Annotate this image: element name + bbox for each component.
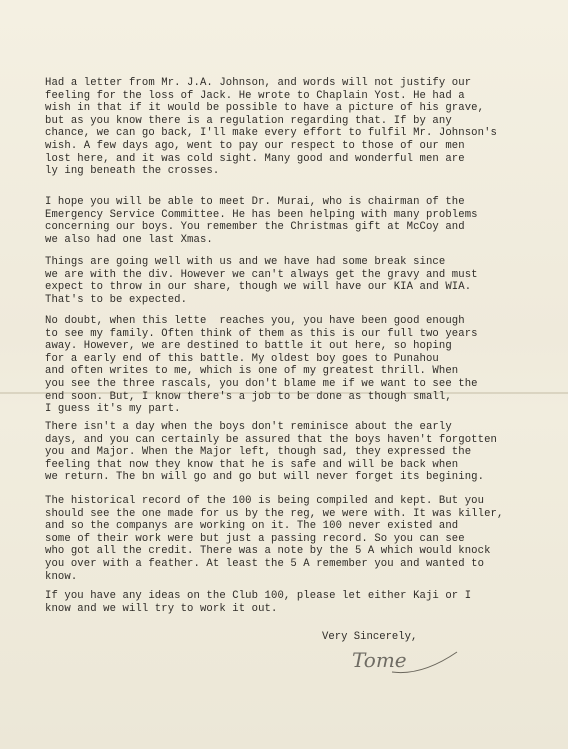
text-line: feeling that now they know that he is safe and will be back when: [45, 458, 459, 471]
text-line: concerning our boys. You remember the Christmas gift at McCoy and: [45, 221, 465, 234]
text-line: you over with a feather. At least the 5 A remember you and wanted to: [45, 557, 485, 570]
text-line: we return. The bn will go and go but will never forget its begining.: [45, 471, 485, 484]
text-line: No doubt, when this lette reaches you, you have been good enough: [45, 315, 465, 327]
paragraph-reminisce: [45, 421, 555, 484]
signature: [352, 646, 462, 680]
text-line: I guess it's my part.: [45, 403, 181, 416]
text-line: for a early end of this battle. My oldest boy goes to Punahou: [45, 352, 439, 365]
text-line: ly ing beneath the crosses.: [45, 165, 220, 178]
text-line: to see my family. Often think of them as this is our full two years: [45, 327, 478, 340]
text-line: days, and you can certainly be assured that the boys haven't forgotten: [45, 433, 498, 446]
closing-text: Very Sincerely,: [322, 631, 418, 643]
text-line: If you have any ideas on the Club 100, please let either Kaji or I: [45, 590, 472, 602]
text-line: end soon. But, I know there's a job to be done as though small,: [45, 390, 452, 403]
text-line: we are with the div. However we can't always get the gravy and must: [45, 268, 478, 281]
text-line: lost here, and it was cold sight. Many good and wonderful men are: [45, 152, 465, 165]
text-line: wish. A few days ago, went to pay our respect to those of our men: [45, 139, 465, 152]
text-line: I hope you will be able to meet Dr. Murai, who is chairman of the: [45, 196, 465, 208]
text-line: away. However, we are destined to battle it out here, so hoping: [45, 340, 452, 353]
text-line: The historical record of the 100 is being compiled and kept. But you: [45, 495, 485, 507]
text-line: Had a letter from Mr. J.A. Johnson, and words will not justify our: [45, 77, 472, 89]
text-line: you see the three rascals, you don't blame me if we want to see the: [45, 377, 478, 390]
paragraph-family: [45, 315, 555, 416]
text-line: chance, we can go back, I'll make every effort to fulfil Mr. Johnson's: [45, 127, 498, 140]
text-line: you and Major. When the Major left, though sad, they expressed the: [45, 446, 472, 459]
text-line: Things are going well with us and we have had some break since: [45, 256, 446, 268]
text-line: some of their work were but just a passing record. So you can see: [45, 532, 465, 545]
text-line: There isn't a day when the boys don't reminisce about the early: [45, 421, 452, 433]
paragraph-murai: [45, 196, 555, 246]
text-line: we also had one last Xmas.: [45, 233, 213, 246]
text-line: Emergency Service Committee. He has been helping with many problems: [45, 208, 478, 221]
text-line: and often writes to me, which is one of my greatest thrill. When: [45, 365, 459, 378]
text-line: should see the one made for us by the reg, we were with. It was killer,: [45, 507, 504, 520]
text-line: know.: [45, 570, 78, 583]
text-line: feeling for the loss of Jack. He wrote to Chaplain Yost. He had a: [45, 89, 465, 102]
text-line: wish in that if it would be possible to have a picture of his grave,: [45, 102, 485, 115]
paragraph-historical-record: [45, 495, 555, 583]
text-line: expect to throw in our share, though we will have our KIA and WIA.: [45, 281, 472, 294]
text-line: That's to be expected.: [45, 293, 188, 306]
text-line: know and we will try to work it out.: [45, 602, 278, 615]
text-line: but as you know there is a regulation regarding that. If by any: [45, 114, 452, 127]
text-line: and so the companys are working on it. The 100 never existed and: [45, 520, 459, 533]
text-line: who got all the credit. There was a note by the 5 A which would knock: [45, 545, 491, 558]
paragraph-things: [45, 256, 555, 306]
paragraph-johnson: [45, 77, 555, 178]
signature-text: Tome: [352, 648, 407, 672]
paragraph-club-100: [45, 590, 555, 615]
